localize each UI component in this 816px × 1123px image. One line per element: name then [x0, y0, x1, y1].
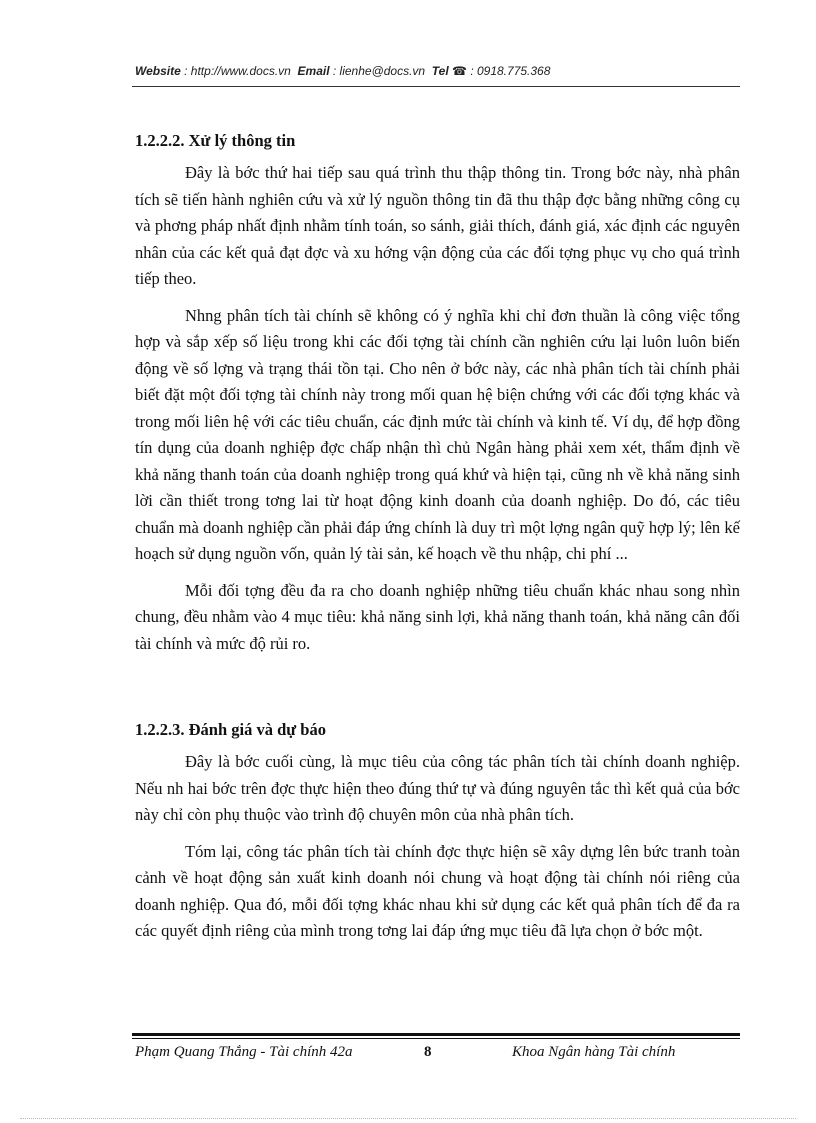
email-label: Email — [297, 64, 330, 78]
email-link[interactable]: : lienhe@docs.vn — [329, 64, 426, 78]
section-title-xu-ly-thong-tin: 1.2.2.2. Xử lý thông tin — [135, 131, 296, 150]
paragraph: Tóm lại, công tác phân tích tài chính đợc thực hiện sẽ xây dựng lên bức tranh toàn cảnh về hoạt động sản xuất kinh doanh nói chung và hoạt động tài chính nói riêng của doanh nghiệp. Qua đó, mỗi đối tợng khác nhau khi sử dụng các kết quả phân tích để đa ra các quyết định riêng của mình trong tơng lai đáp ứng mục tiêu đã lựa chọn ở bớc một. — [135, 841, 740, 940]
tel-label: Tel — [431, 64, 449, 78]
paragraph: Mỗi đối tợng đều đa ra cho doanh nghiệp những tiêu chuẩn khác nhau song nhìn chung, đều nhằm vào 4 mục tiêu: khả năng sinh lợi, khả năng thanh toán, khả năng cân đối tài chính và mức độ rủi ro. — [135, 580, 740, 653]
header-divider — [132, 86, 740, 87]
document-body — [135, 128, 740, 955]
section-title-danh-gia-du-bao: 1.2.2.3. Đánh giá và dự báo — [135, 720, 326, 739]
page-bottom-dotted-line — [20, 1118, 796, 1119]
tel-value: : 0918.775.368 — [466, 64, 551, 78]
paragraph: Đây là bớc cuối cùng, là mục tiêu của công tác phân tích tài chính doanh nghiệp. Nếu nh hai bớc trên đợc thực hiện theo đúng thứ tự và đúng nguyên tắc thì kết quả của bớc này chỉ còn phụ thuộc vào trình độ chuyên môn của nhà phân tích. — [135, 752, 740, 824]
paragraph: Nhng phân tích tài chính sẽ không có ý nghĩa khi chỉ đơn thuần là công việc tổng hợp và sắp xếp số liệu trong khi các đối tợng tài chính cần nghiên cứu lại luôn luôn biến động về số lợng và trạng thái tồn tại. Cho nên ở bớc này, các nhà phân tích tài chính phải biết đặt một đối tợng tài chính này trong mối quan hệ biện chứng với các đối tợng khác và trong mối liên hệ với các tiêu chuẩn, các định mức tài chính và kinh tế. Ví dụ, để hợp đồng tín dụng của doanh nghiệp đợc chấp nhận thì chủ Ngân hàng phải xem xét, thẩm định về khả năng thanh toán của doanh nghiệp trong quá khứ và hiện tại, cũng nh về khả năng sinh lời cần thiết trong tơng lai từ hoạt động kinh doanh của doanh nghiệp. Do đó, các tiêu chuẩn mà doanh nghiệp cần phải đáp ứng chính là duy trì một lợng ngân quỹ hợp lý; lên kế hoạch sử dụng nguồn vốn, quản lý tài sản, kế hoạch về thu nhập, chi phí ... — [135, 305, 740, 563]
website-link[interactable]: : http://www.docs.vn — [180, 64, 291, 78]
page-header — [135, 64, 740, 78]
phone-icon: ☎ — [452, 64, 467, 78]
footer-author: Phạm Quang Thắng - Tài chính 42a — [135, 1044, 353, 1060]
paragraph: Đây là bớc thứ hai tiếp sau quá trình thu thập thông tin. Trong bớc này, nhà phân tích sẽ tiến hành nghiên cứu và xử lý nguồn thông tin đã thu thập đợc bằng những công cụ và phơng pháp nhất định nhằm tính toán, so sánh, giải thích, đánh giá, xác định các nguyên nhân của các kết quả đạt đợc và xu hớng vận động của các đối tợng phục vụ cho quá trình tiếp theo. — [135, 163, 740, 288]
footer-divider-thin — [132, 1038, 740, 1039]
footer-divider-thick — [132, 1033, 740, 1036]
website-label: Website — [135, 64, 181, 78]
page-number: 8 — [424, 1044, 432, 1060]
footer-department: Khoa Ngân hàng Tài chính — [512, 1044, 676, 1060]
